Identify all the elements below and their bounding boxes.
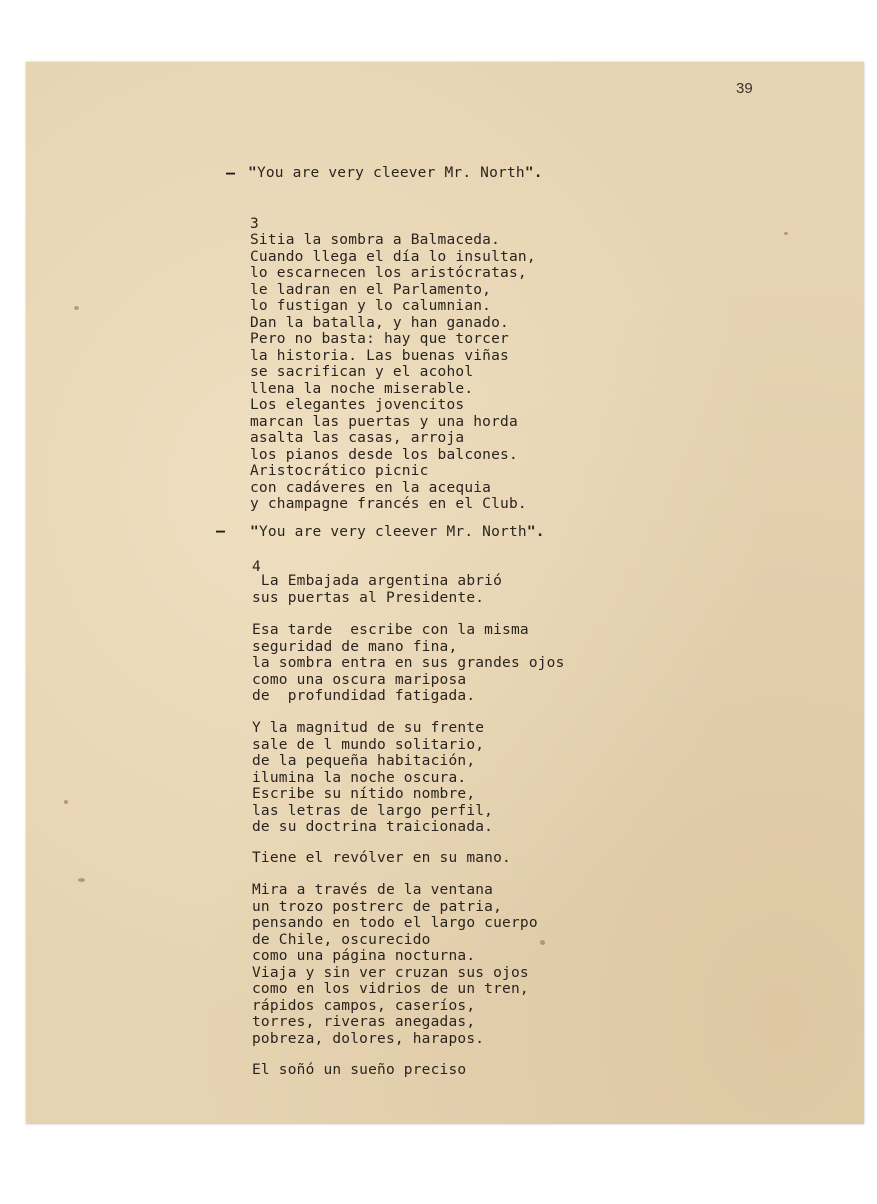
poem-line: seguridad de mano fina, [252,638,458,655]
poem-line: Y la magnitud de su frente [252,720,485,736]
poem-line: como una página nocturna. [252,948,476,964]
poem-line: torres, riveras anegadas, [252,1014,476,1030]
poem-line: como una oscura mariposa [252,671,467,688]
close-quote-mark: ". [526,524,545,540]
poem-line: sus puertas al Presidente. [252,589,485,606]
poem-line: ilumina la noche oscura. [252,769,467,786]
stanza-number: 4 [252,559,261,575]
refrain-dash: — [226,164,236,182]
open-quote-mark: " [250,524,259,540]
poem-line: rápidos campos, caseríos, [252,997,476,1014]
poem-line: pensando en todo el largo cuerpo [252,915,538,931]
poem-line: la historia. Las buenas viñas [250,347,509,364]
stanza-4-block [252,720,493,836]
poem-line: lo escarnecen los aristócratas, [250,265,527,281]
poem-line: Esa tarde escribe con la misma [252,622,529,638]
refrain-line [248,165,543,182]
stanza-4-block [252,850,511,867]
poem-line: Pero no basta: hay que torcer [250,331,509,347]
poem-line: Mira a través de la ventana [252,882,494,898]
refrain-text: You are very cleever Mr. North [258,524,527,540]
poem-line: Viaja y sin ver cruzan sus ojos [252,964,529,981]
poem-line: El soñó un sueño preciso [252,1062,467,1078]
stanza-number: 3 [250,216,259,232]
poem-line: las letras de largo perfil, [252,802,494,819]
poem-line: marcan las puertas y una horda [250,413,518,430]
refrain-text: You are very cleever Mr. North [256,165,525,181]
paper-speck [784,232,788,235]
poem-line: con cadáveres en la acequia [250,479,492,496]
stanza-4-block [252,622,565,705]
paper-speck [540,940,545,945]
stanza-4-block [252,882,538,1047]
poem-line: Dan la batalla, y han ganado. [250,314,509,331]
poem-line: lo fustigan y lo calumnian. [250,298,492,314]
poem-line: de la pequeña habitación, [252,753,476,769]
poem-line: sale de l mundo solitario, [252,736,485,753]
poem-line: Los elegantes jovencitos [250,397,465,413]
page-number: 39 [736,80,753,97]
refrain-line [250,524,545,541]
poem-line: la sombra entra en sus grandes ojos [252,655,565,671]
poem-line: llena la noche miserable. [250,380,474,397]
poem-line: pobreza, dolores, harapos. [252,1030,485,1047]
poem-line: los pianos desde los balcones. [250,446,518,463]
paper-speck [78,878,85,882]
poem-line: le ladran en el Parlamento, [250,281,492,298]
poem-line: de Chile, oscurecido [252,931,431,948]
poem-line: se sacrifican y el acohol [250,364,474,380]
poem-line: un trozo postrerc de patria, [252,898,503,915]
refrain-dash: — [216,522,226,540]
poem-line: Aristocrático picnic [250,463,429,479]
poem-line: Tiene el revólver en su mano. [252,850,511,866]
open-quote-mark: " [248,165,257,181]
poem-line: Escribe su nítido nombre, [252,786,476,802]
close-quote-mark: ". [524,165,543,181]
poem-line: de profundidad fatigada. [252,688,476,704]
paper-speck [64,800,68,804]
poem-line: como en los vidrios de un tren, [252,981,529,997]
poem-line: asalta las casas, arroja [250,430,465,446]
poem-line: Sitia la sombra a Balmaceda. [250,232,501,248]
paper-speck [74,306,79,310]
poem-line: y champagne francés en el Club. [250,496,527,512]
stanza-3-body [250,232,536,513]
poem-line: de su doctrina traicionada. [252,819,494,835]
poem-line: La Embajada argentina abrió [252,573,503,589]
stanza-4-block [252,1062,466,1079]
poem-line: Cuando llega el día lo insultan, [250,248,536,265]
stanza-4-block [252,573,502,606]
